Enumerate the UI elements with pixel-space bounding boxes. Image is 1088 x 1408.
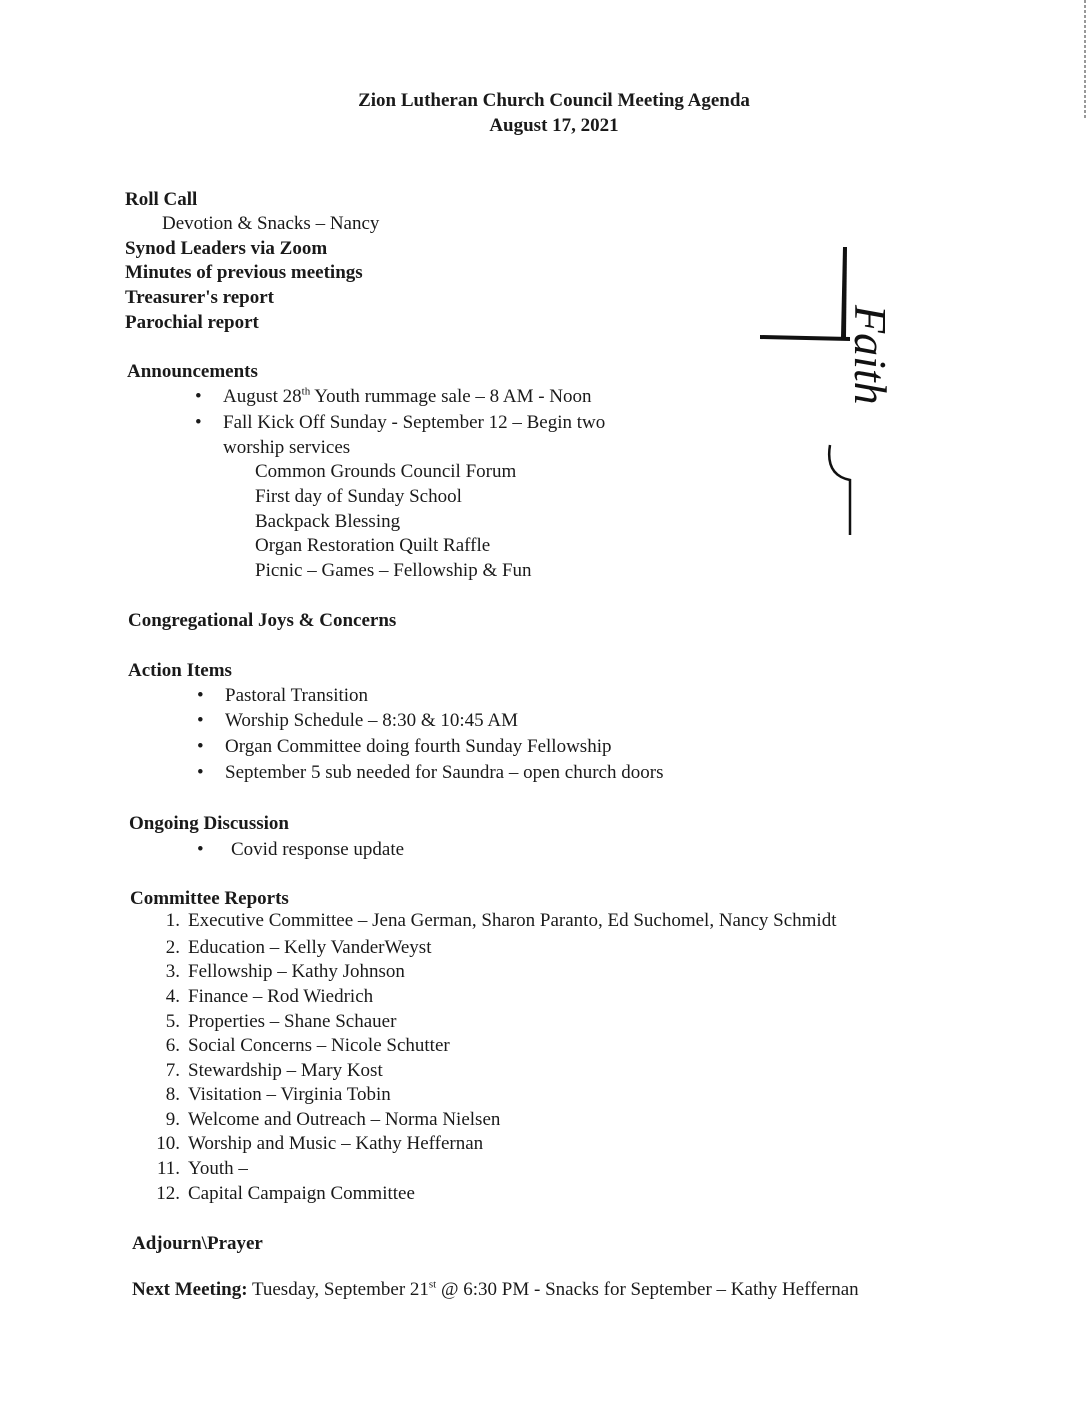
next-meeting-line: Next Meeting: Tuesday, September 21st @ 6:30 PM - Snacks for September – Kathy Heffernan <box>132 1278 859 1300</box>
committee-item-number: 6. <box>165 1035 180 1056</box>
action-item: • September 5 sub needed for Saundra – open church doors <box>197 762 664 783</box>
action-item: • Pastoral Transition <box>197 685 369 706</box>
committee-item <box>148 1158 248 1180</box>
committee-item-text: Stewardship – Mary Kost <box>188 1060 383 1081</box>
parochial-heading: Parochial report <box>125 312 259 333</box>
svg-text:Faith: Faith <box>845 305 896 405</box>
joys-concerns-heading: Congregational Joys & Concerns <box>128 610 397 631</box>
bullet-icon: • <box>197 736 204 757</box>
committee-item <box>148 1183 415 1205</box>
bullet-icon: • <box>195 386 202 407</box>
adjourn-heading: Adjourn\Prayer <box>132 1233 263 1254</box>
bullet-icon: • <box>197 685 204 706</box>
committee-item <box>148 961 405 983</box>
announcement-sub-item: Picnic – Games – Fellowship & Fun <box>255 560 532 581</box>
action-item: • Worship Schedule – 8:30 & 10:45 AM <box>197 710 518 731</box>
committee-item-number: 10. <box>156 1133 180 1154</box>
bullet-icon: • <box>197 762 204 783</box>
committee-item <box>148 1035 450 1057</box>
ongoing-item: • Covid response update <box>197 839 405 860</box>
minutes-heading: Minutes of previous meetings <box>125 262 363 283</box>
committee-item <box>148 986 373 1008</box>
devotion-item: Devotion & Snacks – Nancy <box>162 213 380 234</box>
committee-item-number: 11. <box>156 1158 180 1179</box>
committee-item-text: Social Concerns – Nicole Schutter <box>188 1035 450 1056</box>
committee-item <box>148 1084 391 1106</box>
next-meeting-label: Next Meeting: <box>132 1279 248 1300</box>
committee-item-text: Worship and Music – Kathy Heffernan <box>188 1133 484 1154</box>
treasurer-heading: Treasurer's report <box>125 287 274 308</box>
committee-item <box>148 1011 396 1033</box>
committee-item <box>148 1060 383 1082</box>
announcements-heading: Announcements <box>127 361 258 382</box>
bullet-icon: • <box>197 839 204 860</box>
committee-item-number: 4. <box>165 986 180 1007</box>
synod-heading: Synod Leaders via Zoom <box>125 238 328 259</box>
committee-item-text: Fellowship – Kathy Johnson <box>188 961 405 982</box>
committee-item-number: 9. <box>165 1109 180 1130</box>
roll-call-heading: Roll Call <box>125 189 198 210</box>
committee-item-number: 12. <box>156 1183 180 1204</box>
committee-item <box>148 1109 500 1131</box>
scan-edge-mark <box>1082 0 1088 120</box>
action-item: • Organ Committee doing fourth Sunday Fellowship <box>197 736 612 757</box>
committee-item-text: Welcome and Outreach – Norma Nielsen <box>188 1109 501 1130</box>
faith-cross-logo-icon <box>755 245 935 545</box>
bullet-icon: • <box>195 412 202 433</box>
committee-item-text: Properties – Shane Schauer <box>188 1011 397 1032</box>
committee-item-number: 2. <box>165 937 180 958</box>
announcement-sub-item: Organ Restoration Quilt Raffle <box>255 535 491 556</box>
committee-item-number: 5. <box>165 1011 180 1032</box>
committee-item-number: 7. <box>165 1060 180 1081</box>
document-title: Zion Lutheran Church Council Meeting Agenda <box>358 90 750 111</box>
action-items-heading: Action Items <box>128 660 232 681</box>
document-header <box>0 88 1088 138</box>
announcement-item: • Fall Kick Off Sunday - September 12 – Begin two <box>195 412 606 433</box>
committee-item-text: Finance – Rod Wiedrich <box>188 986 374 1007</box>
committee-item-number: 8. <box>165 1084 180 1105</box>
committee-item <box>148 910 837 932</box>
committee-item-text: Visitation – Virginia Tobin <box>188 1084 391 1105</box>
committee-item-text: Executive Committee – Jena German, Sharon Paranto, Ed Suchomel, Nancy Schmidt <box>188 910 837 931</box>
announcement-sub-item: Backpack Blessing <box>255 511 401 532</box>
committee-item <box>148 937 431 959</box>
committee-item-text: Education – Kelly VanderWeyst <box>188 937 432 958</box>
committee-item-text: Youth – <box>188 1158 248 1179</box>
announcement-sub-item: Common Grounds Council Forum <box>255 461 517 482</box>
committee-item <box>148 1133 483 1155</box>
announcement-sub-item: First day of Sunday School <box>255 486 462 507</box>
committee-item-number: 3. <box>165 961 180 982</box>
announcement-item: • August 28th Youth rummage sale – 8 AM - Noon <box>195 385 592 407</box>
committee-item-text: Capital Campaign Committee <box>188 1183 415 1204</box>
announcement-item-continuation: worship services <box>223 437 351 458</box>
ongoing-discussion-heading: Ongoing Discussion <box>129 813 289 834</box>
bullet-icon: • <box>197 710 204 731</box>
committee-reports-heading: Committee Reports <box>130 888 289 909</box>
committee-item-number: 1. <box>165 910 180 931</box>
document-date: August 17, 2021 <box>489 115 619 136</box>
